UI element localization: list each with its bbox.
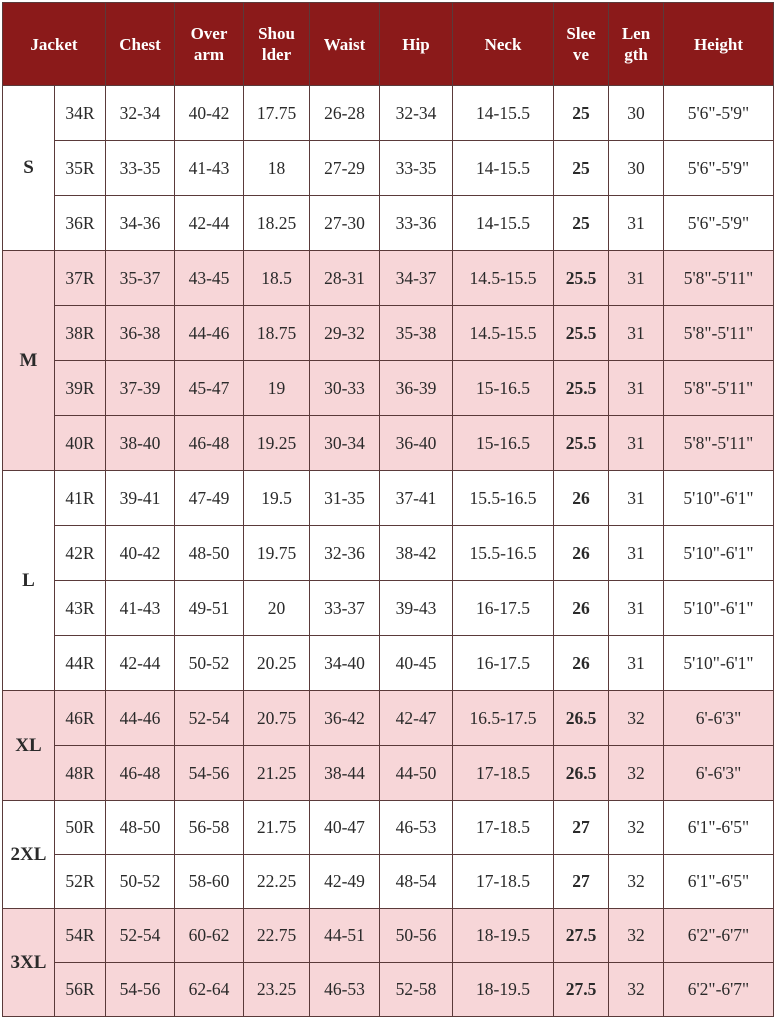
- cell-neck: 14-15.5: [453, 196, 554, 251]
- cell-chest: 32-34: [106, 86, 175, 141]
- cell-length: 32: [609, 963, 664, 1017]
- cell-shoulder: 18.5: [244, 251, 310, 306]
- cell-neck: 14.5-15.5: [453, 306, 554, 361]
- cell-height: 5'10"-6'1": [664, 526, 774, 581]
- header-waist: Waist: [310, 3, 380, 86]
- cell-over-arm: 44-46: [175, 306, 244, 361]
- cell-chest: 39-41: [106, 471, 175, 526]
- table-row: [3, 526, 774, 581]
- cell-size-code: 34R: [55, 86, 106, 141]
- cell-hip: 46-53: [380, 801, 453, 855]
- cell-height: 6'1"-6'5": [664, 855, 774, 909]
- cell-neck: 15.5-16.5: [453, 526, 554, 581]
- cell-hip: 36-40: [380, 416, 453, 471]
- cell-size-code: 36R: [55, 196, 106, 251]
- cell-neck: 15-16.5: [453, 416, 554, 471]
- cell-size-code: 52R: [55, 855, 106, 909]
- cell-chest: 35-37: [106, 251, 175, 306]
- cell-size-code: 37R: [55, 251, 106, 306]
- size-group-label: XL: [3, 691, 55, 801]
- cell-sleeve: 26: [554, 636, 609, 691]
- cell-height: 5'8"-5'11": [664, 251, 774, 306]
- cell-neck: 14-15.5: [453, 86, 554, 141]
- cell-length: 31: [609, 361, 664, 416]
- cell-waist: 27-29: [310, 141, 380, 196]
- cell-length: 32: [609, 691, 664, 746]
- cell-length: 31: [609, 636, 664, 691]
- size-group-label: 3XL: [3, 909, 55, 1017]
- cell-neck: 15.5-16.5: [453, 471, 554, 526]
- cell-shoulder: 19.25: [244, 416, 310, 471]
- cell-size-code: 54R: [55, 909, 106, 963]
- size-group-label: L: [3, 471, 55, 691]
- cell-chest: 40-42: [106, 526, 175, 581]
- cell-waist: 27-30: [310, 196, 380, 251]
- cell-length: 31: [609, 526, 664, 581]
- cell-neck: 17-18.5: [453, 746, 554, 801]
- header-jacket: Jacket: [3, 3, 106, 86]
- cell-over-arm: 41-43: [175, 141, 244, 196]
- cell-over-arm: 60-62: [175, 909, 244, 963]
- cell-length: 30: [609, 86, 664, 141]
- cell-over-arm: 56-58: [175, 801, 244, 855]
- size-table-body: [3, 86, 774, 1017]
- cell-sleeve: 27: [554, 855, 609, 909]
- cell-hip: 38-42: [380, 526, 453, 581]
- cell-hip: 35-38: [380, 306, 453, 361]
- cell-neck: 14.5-15.5: [453, 251, 554, 306]
- cell-shoulder: 20: [244, 581, 310, 636]
- cell-over-arm: 50-52: [175, 636, 244, 691]
- cell-waist: 33-37: [310, 581, 380, 636]
- cell-length: 30: [609, 141, 664, 196]
- cell-size-code: 41R: [55, 471, 106, 526]
- cell-sleeve: 25: [554, 86, 609, 141]
- cell-size-code: 38R: [55, 306, 106, 361]
- cell-neck: 18-19.5: [453, 963, 554, 1017]
- cell-sleeve: 26: [554, 471, 609, 526]
- header-row: [3, 3, 774, 86]
- cell-sleeve: 25.5: [554, 361, 609, 416]
- header-hip: Hip: [380, 3, 453, 86]
- table-row: [3, 196, 774, 251]
- cell-hip: 36-39: [380, 361, 453, 416]
- cell-size-code: 50R: [55, 801, 106, 855]
- cell-hip: 37-41: [380, 471, 453, 526]
- cell-hip: 50-56: [380, 909, 453, 963]
- cell-over-arm: 40-42: [175, 86, 244, 141]
- cell-hip: 42-47: [380, 691, 453, 746]
- table-row: [3, 581, 774, 636]
- cell-height: 5'8"-5'11": [664, 306, 774, 361]
- cell-hip: 44-50: [380, 746, 453, 801]
- cell-hip: 40-45: [380, 636, 453, 691]
- cell-shoulder: 19.75: [244, 526, 310, 581]
- cell-height: 5'6"-5'9": [664, 86, 774, 141]
- cell-height: 6'1"-6'5": [664, 801, 774, 855]
- cell-length: 32: [609, 746, 664, 801]
- cell-waist: 44-51: [310, 909, 380, 963]
- cell-sleeve: 26.5: [554, 691, 609, 746]
- cell-neck: 16-17.5: [453, 581, 554, 636]
- cell-size-code: 43R: [55, 581, 106, 636]
- cell-sleeve: 26: [554, 526, 609, 581]
- cell-hip: 48-54: [380, 855, 453, 909]
- header-chest: Chest: [106, 3, 175, 86]
- cell-chest: 38-40: [106, 416, 175, 471]
- cell-sleeve: 25.5: [554, 416, 609, 471]
- cell-length: 31: [609, 581, 664, 636]
- cell-waist: 30-33: [310, 361, 380, 416]
- cell-neck: 14-15.5: [453, 141, 554, 196]
- cell-length: 31: [609, 306, 664, 361]
- cell-waist: 28-31: [310, 251, 380, 306]
- cell-sleeve: 26.5: [554, 746, 609, 801]
- cell-chest: 44-46: [106, 691, 175, 746]
- table-row: [3, 306, 774, 361]
- cell-shoulder: 17.75: [244, 86, 310, 141]
- cell-neck: 17-18.5: [453, 801, 554, 855]
- header-length: Len gth: [609, 3, 664, 86]
- cell-size-code: 46R: [55, 691, 106, 746]
- table-row: [3, 909, 774, 963]
- cell-length: 32: [609, 909, 664, 963]
- cell-shoulder: 19: [244, 361, 310, 416]
- cell-waist: 46-53: [310, 963, 380, 1017]
- cell-neck: 17-18.5: [453, 855, 554, 909]
- cell-shoulder: 18.25: [244, 196, 310, 251]
- cell-over-arm: 48-50: [175, 526, 244, 581]
- cell-neck: 18-19.5: [453, 909, 554, 963]
- cell-chest: 41-43: [106, 581, 175, 636]
- cell-shoulder: 20.25: [244, 636, 310, 691]
- cell-shoulder: 18: [244, 141, 310, 196]
- cell-waist: 38-44: [310, 746, 380, 801]
- cell-over-arm: 52-54: [175, 691, 244, 746]
- cell-length: 31: [609, 471, 664, 526]
- cell-waist: 32-36: [310, 526, 380, 581]
- cell-waist: 36-42: [310, 691, 380, 746]
- header-neck: Neck: [453, 3, 554, 86]
- cell-waist: 29-32: [310, 306, 380, 361]
- header-sleeve: Slee ve: [554, 3, 609, 86]
- cell-height: 6'-6'3": [664, 746, 774, 801]
- cell-chest: 42-44: [106, 636, 175, 691]
- cell-waist: 26-28: [310, 86, 380, 141]
- cell-size-code: 42R: [55, 526, 106, 581]
- cell-height: 6'-6'3": [664, 691, 774, 746]
- cell-hip: 34-37: [380, 251, 453, 306]
- cell-hip: 32-34: [380, 86, 453, 141]
- cell-sleeve: 25.5: [554, 306, 609, 361]
- cell-length: 32: [609, 855, 664, 909]
- table-row: [3, 691, 774, 746]
- cell-waist: 30-34: [310, 416, 380, 471]
- cell-shoulder: 22.75: [244, 909, 310, 963]
- table-row: [3, 855, 774, 909]
- cell-sleeve: 27.5: [554, 909, 609, 963]
- cell-height: 5'10"-6'1": [664, 581, 774, 636]
- cell-shoulder: 23.25: [244, 963, 310, 1017]
- table-row: [3, 471, 774, 526]
- cell-hip: 33-36: [380, 196, 453, 251]
- cell-height: 6'2"-6'7": [664, 909, 774, 963]
- cell-size-code: 39R: [55, 361, 106, 416]
- cell-height: 5'10"-6'1": [664, 636, 774, 691]
- cell-hip: 52-58: [380, 963, 453, 1017]
- cell-neck: 16.5-17.5: [453, 691, 554, 746]
- size-group-label: M: [3, 251, 55, 471]
- size-group-label: 2XL: [3, 801, 55, 909]
- cell-neck: 16-17.5: [453, 636, 554, 691]
- cell-height: 6'2"-6'7": [664, 963, 774, 1017]
- cell-over-arm: 58-60: [175, 855, 244, 909]
- cell-size-code: 35R: [55, 141, 106, 196]
- cell-sleeve: 26: [554, 581, 609, 636]
- size-group-label: S: [3, 86, 55, 251]
- cell-sleeve: 27.5: [554, 963, 609, 1017]
- cell-chest: 50-52: [106, 855, 175, 909]
- cell-height: 5'6"-5'9": [664, 196, 774, 251]
- cell-waist: 40-47: [310, 801, 380, 855]
- cell-over-arm: 49-51: [175, 581, 244, 636]
- table-row: [3, 636, 774, 691]
- cell-waist: 42-49: [310, 855, 380, 909]
- cell-size-code: 48R: [55, 746, 106, 801]
- cell-height: 5'8"-5'11": [664, 361, 774, 416]
- cell-hip: 39-43: [380, 581, 453, 636]
- cell-length: 32: [609, 801, 664, 855]
- cell-neck: 15-16.5: [453, 361, 554, 416]
- cell-length: 31: [609, 416, 664, 471]
- cell-over-arm: 62-64: [175, 963, 244, 1017]
- cell-shoulder: 22.25: [244, 855, 310, 909]
- table-row: [3, 746, 774, 801]
- cell-height: 5'8"-5'11": [664, 416, 774, 471]
- cell-chest: 54-56: [106, 963, 175, 1017]
- cell-over-arm: 46-48: [175, 416, 244, 471]
- table-row: [3, 963, 774, 1017]
- cell-size-code: 56R: [55, 963, 106, 1017]
- cell-hip: 33-35: [380, 141, 453, 196]
- cell-over-arm: 42-44: [175, 196, 244, 251]
- cell-sleeve: 25: [554, 141, 609, 196]
- size-table: [2, 2, 774, 1017]
- cell-chest: 34-36: [106, 196, 175, 251]
- cell-shoulder: 19.5: [244, 471, 310, 526]
- cell-shoulder: 21.25: [244, 746, 310, 801]
- cell-length: 31: [609, 251, 664, 306]
- cell-chest: 46-48: [106, 746, 175, 801]
- cell-over-arm: 45-47: [175, 361, 244, 416]
- cell-shoulder: 21.75: [244, 801, 310, 855]
- cell-sleeve: 27: [554, 801, 609, 855]
- cell-length: 31: [609, 196, 664, 251]
- cell-shoulder: 18.75: [244, 306, 310, 361]
- cell-sleeve: 25: [554, 196, 609, 251]
- cell-waist: 34-40: [310, 636, 380, 691]
- cell-height: 5'6"-5'9": [664, 141, 774, 196]
- cell-over-arm: 47-49: [175, 471, 244, 526]
- header-height: Height: [664, 3, 774, 86]
- cell-chest: 37-39: [106, 361, 175, 416]
- cell-size-code: 40R: [55, 416, 106, 471]
- table-row: [3, 361, 774, 416]
- table-row: [3, 141, 774, 196]
- table-row: [3, 801, 774, 855]
- cell-over-arm: 43-45: [175, 251, 244, 306]
- cell-shoulder: 20.75: [244, 691, 310, 746]
- table-row: [3, 86, 774, 141]
- header-over-arm: Over arm: [175, 3, 244, 86]
- cell-chest: 48-50: [106, 801, 175, 855]
- cell-chest: 33-35: [106, 141, 175, 196]
- table-row: [3, 416, 774, 471]
- cell-height: 5'10"-6'1": [664, 471, 774, 526]
- cell-waist: 31-35: [310, 471, 380, 526]
- cell-size-code: 44R: [55, 636, 106, 691]
- cell-sleeve: 25.5: [554, 251, 609, 306]
- header-shoulder: Shou lder: [244, 3, 310, 86]
- cell-chest: 52-54: [106, 909, 175, 963]
- table-row: [3, 251, 774, 306]
- cell-chest: 36-38: [106, 306, 175, 361]
- cell-over-arm: 54-56: [175, 746, 244, 801]
